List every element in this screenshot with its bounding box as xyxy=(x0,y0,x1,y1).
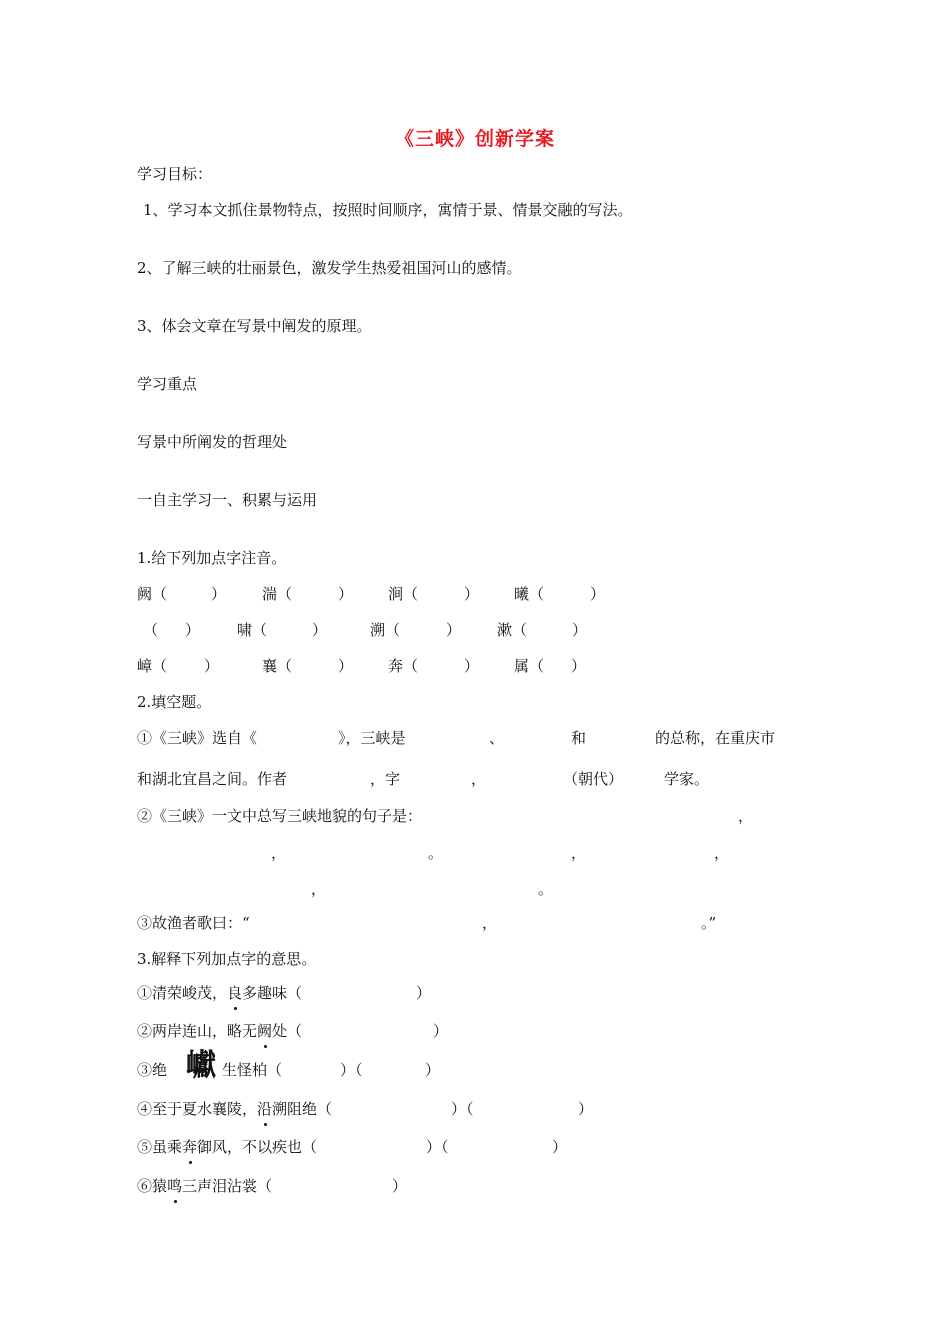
text: 生怪柏（ xyxy=(222,1061,283,1079)
q2-heading: 2.填空题。 xyxy=(137,693,212,711)
q3-heading: 3.解释下列加点字的意思。 xyxy=(137,950,317,968)
pinyin-item: 属（ xyxy=(514,657,545,675)
dotted-char: 阙 xyxy=(257,1022,273,1040)
text: ⑤虽乘 xyxy=(137,1138,183,1156)
blank-close: ）（ xyxy=(340,1061,363,1079)
fill-text: 、 xyxy=(489,729,505,747)
fill-text: ， xyxy=(714,844,730,862)
blank-close: ） xyxy=(312,621,328,639)
fill-text: ， xyxy=(471,770,487,788)
page-title: 《三峡》创新学案 xyxy=(394,128,555,150)
q3-item-text xyxy=(137,1021,302,1041)
fill-text: 》，三峡是 xyxy=(338,729,406,747)
fill-text: 和湖北宜昌之间。作者 xyxy=(137,770,288,788)
blank-close: ） xyxy=(425,1061,441,1079)
fill-text: ， xyxy=(271,844,287,862)
blank-close: ） xyxy=(464,585,480,603)
focus-content: 写景中所阐发的哲理处 xyxy=(137,433,288,451)
fill-text: 的总称，在重庆市 xyxy=(655,729,776,747)
pinyin-item: 曦（ xyxy=(514,585,545,603)
text: ①清荣峻茂， xyxy=(137,984,228,1002)
pinyin-item: 湍（ xyxy=(262,585,293,603)
fill-text: ，字 xyxy=(370,770,401,788)
q3-item-text xyxy=(137,1176,272,1196)
q3-item-text xyxy=(137,1099,332,1119)
blank-close: ） xyxy=(204,657,220,675)
blank-close: ） xyxy=(571,657,587,675)
blank-close: ） xyxy=(552,1138,568,1156)
pinyin-item: 啸（ xyxy=(237,621,268,639)
blank-close: ） xyxy=(578,1100,594,1118)
pinyin-item: 阙（ xyxy=(137,585,168,603)
fill-text: 学家。 xyxy=(664,770,710,788)
objective-3: 3、体会文章在写景中阐发的原理。 xyxy=(137,317,372,335)
blank-close: ） xyxy=(446,621,462,639)
fill-text: ， xyxy=(738,807,754,825)
dotted-char: 良 xyxy=(227,984,243,1002)
fill-text: ②《三峡》一文中总写三峡地貌的句子是： xyxy=(137,807,423,825)
fill-text: 。” xyxy=(701,914,717,932)
pinyin-item: 奔（ xyxy=(388,657,419,675)
pinyin-item: 漱（ xyxy=(497,621,528,639)
q1-heading: 1.给下列加点字注音。 xyxy=(137,549,287,567)
section-heading: 一自主学习一、积累与运用 xyxy=(137,491,318,509)
fill-text: （朝代） xyxy=(563,770,624,788)
fill-text: ③故渔者歌曰：“ xyxy=(137,914,250,932)
fill-text: ①《三峡》选自《 xyxy=(137,729,258,747)
blank-close: ）（ xyxy=(451,1100,474,1118)
pinyin-item: 涧（ xyxy=(388,585,419,603)
text: 溯阻绝（ xyxy=(272,1100,333,1118)
q3-item-text xyxy=(137,983,302,1003)
fill-text: ， xyxy=(482,914,498,932)
blank-close: ） xyxy=(433,1022,449,1040)
text: 御风，不以疾也（ xyxy=(197,1138,318,1156)
blank-close: ） xyxy=(464,657,480,675)
fill-text: 。 xyxy=(538,880,554,898)
objective-2: 2、了解三峡的壮丽景色，激发学生热爱祖国河山的感情。 xyxy=(137,259,522,277)
blank-close: ）（ xyxy=(426,1138,449,1156)
objectives-heading: 学习目标： xyxy=(137,165,213,183)
text: 多趣味（ xyxy=(242,984,303,1002)
fill-text: ， xyxy=(571,844,587,862)
text: ②两岸连山，略无 xyxy=(137,1022,258,1040)
blank-close: ） xyxy=(392,1177,408,1195)
text: ④至于夏水襄陵， xyxy=(137,1100,258,1118)
dotted-char: 鸣 xyxy=(167,1177,183,1195)
dotted-char: 奔 xyxy=(182,1138,198,1156)
dotted-char: 沿 xyxy=(257,1100,273,1118)
blank-close: ） xyxy=(338,585,354,603)
text: ⑥猿 xyxy=(137,1177,168,1195)
pinyin-item: 溯（ xyxy=(370,621,401,639)
blank-close: ） xyxy=(416,984,432,1002)
blank-close: ） xyxy=(185,621,201,639)
pinyin-item: 嶂（ xyxy=(137,657,168,675)
blank-close: ） xyxy=(211,585,227,603)
text: 处（ xyxy=(272,1022,303,1040)
fill-text: ， xyxy=(311,880,327,898)
blank-close: ） xyxy=(572,621,588,639)
pinyin-item: （ xyxy=(143,621,159,639)
q3-item-text xyxy=(137,1137,317,1157)
fill-text: 和 xyxy=(571,729,587,747)
blank-close: ） xyxy=(338,657,354,675)
focus-heading: 学习重点 xyxy=(137,375,198,393)
objective-1: 1、学习本文抓住景物特点，按照时间顺序，寓情于景、情景交融的写法。 xyxy=(143,201,633,219)
text: ③绝 xyxy=(137,1061,168,1079)
pinyin-item: 襄（ xyxy=(262,657,293,675)
blank-close: ） xyxy=(590,585,606,603)
text: 三声泪沾裳（ xyxy=(182,1177,273,1195)
large-glyph: 巘 xyxy=(186,1048,216,1083)
fill-text: 。 xyxy=(428,844,444,862)
